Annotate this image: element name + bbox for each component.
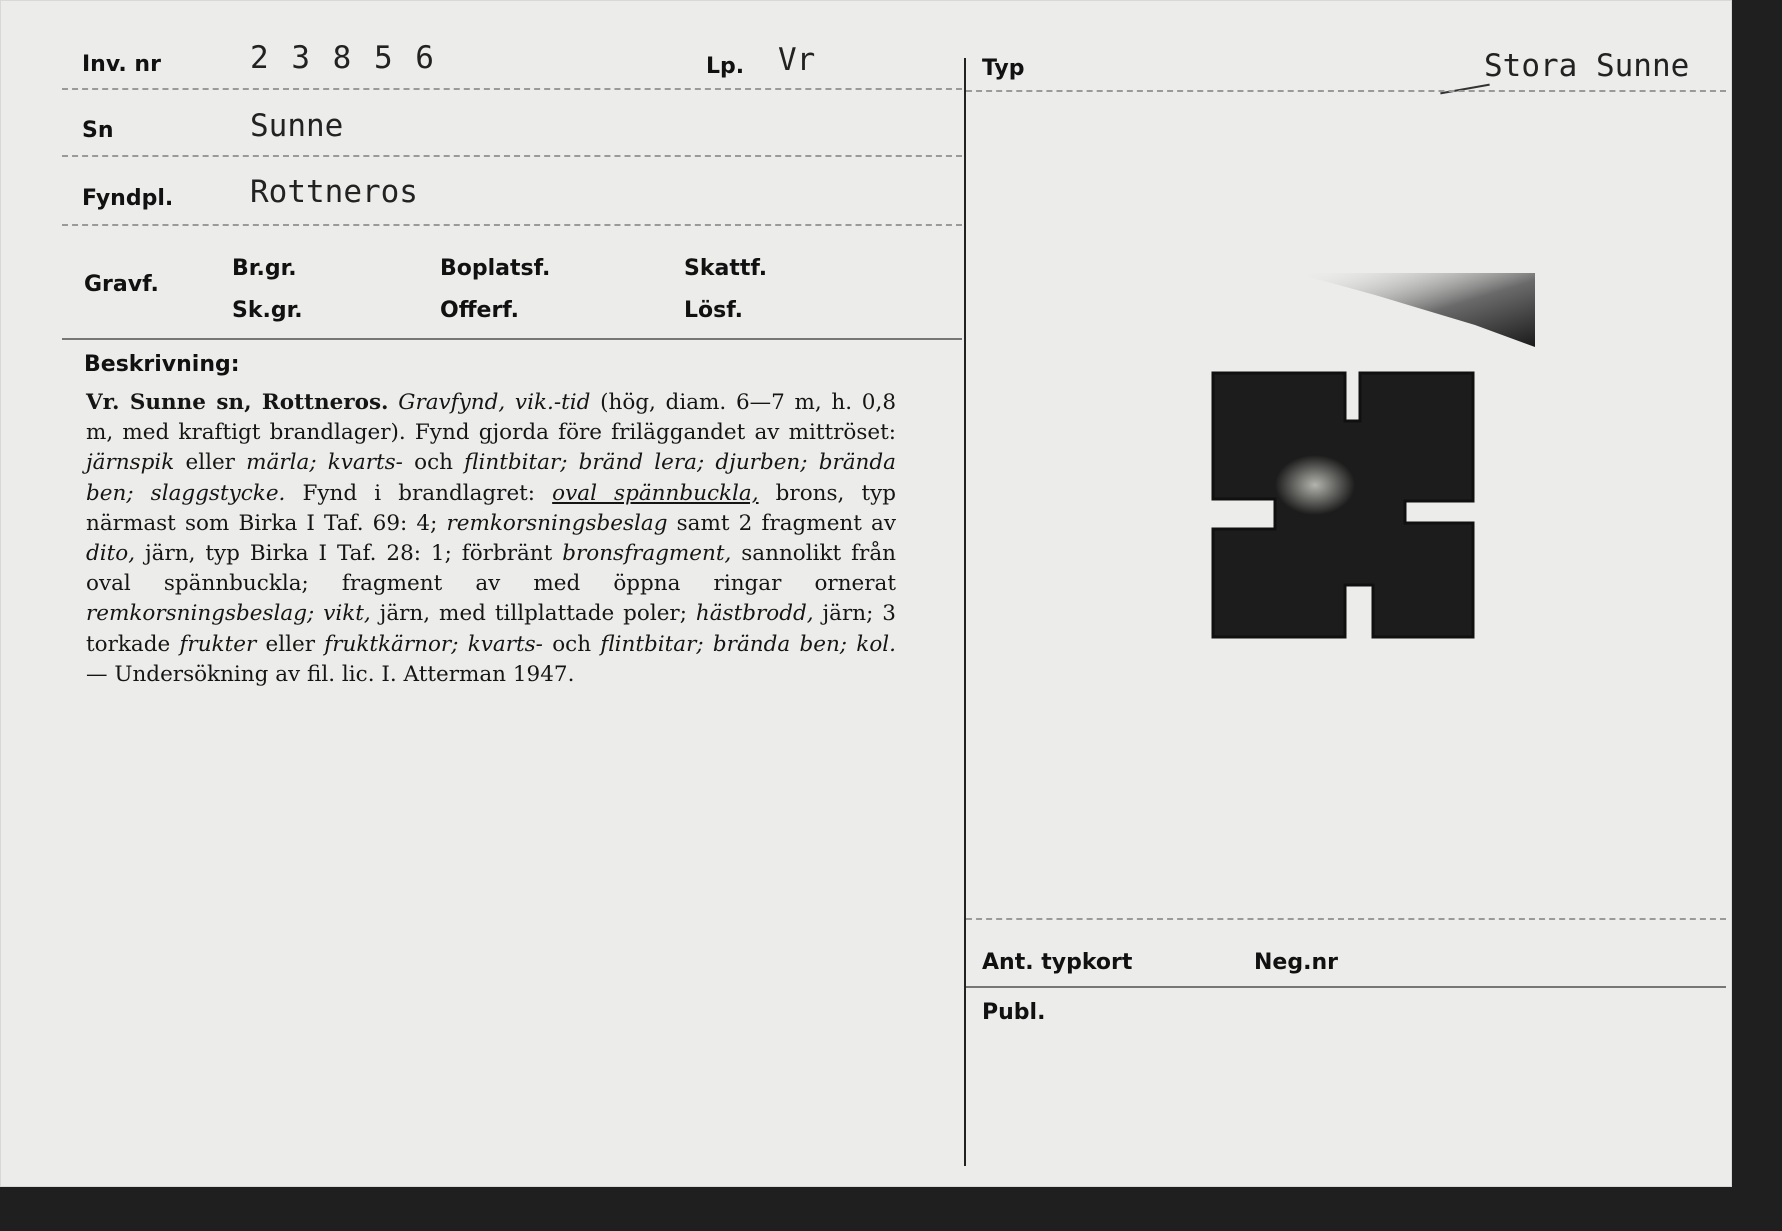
description-segment: flintbitar; brända ben; kol. <box>600 631 896 657</box>
description-segment: samt 2 fragment av <box>667 510 897 536</box>
skattf-label: Skattf. <box>684 256 768 281</box>
ant-typkort-label: Ant. typkort <box>982 950 1133 975</box>
lp-label: Lp. <box>706 54 745 79</box>
fyndpl-value: Rottneros <box>250 174 418 210</box>
description-segment <box>389 390 399 415</box>
description-segment: eller <box>256 631 325 657</box>
inv-nr-value: 2 3 8 5 6 <box>250 40 436 76</box>
fyndpl-label: Fyndpl. <box>82 186 174 211</box>
description-segment: oval spännbuckla, <box>552 480 759 506</box>
typ-underline-stroke <box>1440 84 1490 95</box>
description-segment: Gravfynd, vik.-tid <box>398 390 591 415</box>
description-segment: och <box>402 450 465 476</box>
description-segment: bronsfragment, <box>562 541 732 567</box>
description-segment: remkorsningsbeslag; vikt, <box>86 601 371 627</box>
inv-nr-label: Inv. nr <box>82 52 161 77</box>
description-segment: dito, <box>86 541 136 567</box>
description-segment: järn, med tillplattade poler; <box>370 601 696 627</box>
publ-label: Publ. <box>982 1000 1046 1025</box>
br-gr-label: Br.gr. <box>232 256 297 281</box>
description-text <box>86 388 896 690</box>
sk-gr-label: Sk.gr. <box>232 298 303 323</box>
shadow-wedge <box>1295 273 1535 347</box>
typ-value: Stora Sunne <box>1484 48 1690 84</box>
divider-fyndpl <box>62 224 962 226</box>
description-segment: järn, typ Birka I Taf. 28: 1; förbränt <box>135 541 563 567</box>
description-segment: hästbrodd, <box>695 601 814 627</box>
description-segment: brons, typ närmast som Birka I Taf. 69: 4; <box>86 480 897 536</box>
vertical-divider <box>964 58 966 1166</box>
highlight-spot <box>1275 455 1355 515</box>
divider-typ <box>966 90 1726 92</box>
description-segment: märla; kvarts- <box>246 450 403 476</box>
divider-header <box>62 88 962 90</box>
gravf-label: Gravf. <box>84 272 159 297</box>
beskrivning-label: Beskrivning: <box>84 352 240 377</box>
lp-value: Vr <box>778 42 816 78</box>
description-segment: och <box>542 631 601 657</box>
neg-nr-label: Neg.nr <box>1254 950 1338 975</box>
boplatsf-label: Boplatsf. <box>440 256 551 281</box>
description-segment: — Undersökning av fil. lic. I. Atterman 1947. <box>86 661 575 687</box>
description-segment: sannolikt från oval spännbuckla; fragment av med öppna ringar ornerat <box>86 541 896 597</box>
description-segment: fruktkärnor; kvarts- <box>324 631 543 657</box>
description-segment: remkorsningsbeslag <box>446 510 668 536</box>
description-segment: Fynd i brandlagret: <box>285 480 553 506</box>
description-segment: järnspik <box>86 450 175 476</box>
description-segment: eller <box>174 450 247 476</box>
divider-photo <box>966 918 1726 920</box>
description-segment: Vr. Sunne sn, Rottneros. <box>86 390 389 415</box>
losf-label: Lösf. <box>684 298 743 323</box>
remkorsningsbeslag-photo <box>1195 265 1555 655</box>
divider-ant <box>966 986 1726 988</box>
description-segment: järn; 3 torkade <box>86 601 896 657</box>
sn-label: Sn <box>82 118 114 143</box>
description-segment: (hög, diam. 6—7 m, h. 0,8 m, med kraftigt brandlager). Fynd gjorda före friläggandet av mittröset: <box>86 390 897 446</box>
sn-value: Sunne <box>250 108 344 144</box>
offerf-label: Offerf. <box>440 298 520 323</box>
description-segment: frukter <box>179 631 257 657</box>
typ-label: Typ <box>982 56 1025 81</box>
description-segment: flintbitar; bränd lera; djurben; brända ben; slaggstycke. <box>86 450 896 506</box>
divider-sn <box>62 155 962 157</box>
divider-find-types <box>62 338 962 340</box>
